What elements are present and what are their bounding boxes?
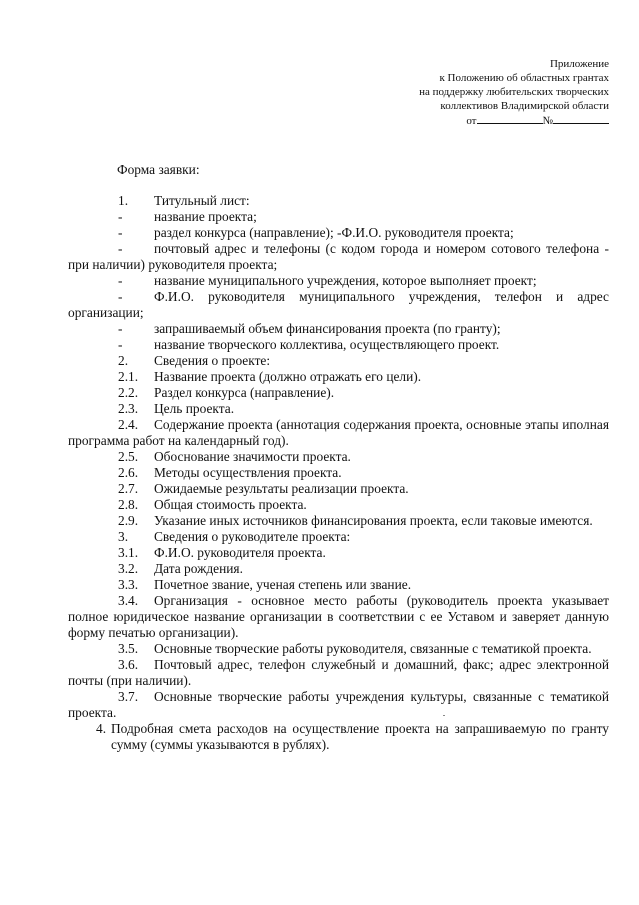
list-item [68,481,609,497]
form-title: Форма заявки: [117,162,200,177]
item-text: Почтовый адрес, телефон служебный и домашний, факс; адрес электронной почты (при наличии). [68,657,609,688]
item-marker: 2.9. [118,513,139,528]
list-item [68,545,609,561]
item-text: Ожидаемые результаты реализации проекта. [154,481,409,496]
item-marker: - [118,273,123,288]
item-marker: - [118,225,123,240]
item-marker: 3.7. [118,689,139,704]
item-text: Название проекта (должно отражать его цели). [154,369,422,384]
item-marker: 3. [118,529,129,544]
item-text: почтовый адрес и телефоны (с кодом города и номером сотового телефона - при наличии) руководителя проекта; [68,241,609,272]
item-text: Содержание проекта (аннотация содержания проекта, основные этапы иполная программа работ на календарный год). [68,417,609,448]
list-item [68,513,609,529]
header-line: на поддержку любительских творческих [419,86,609,98]
list-item [68,689,609,721]
item-marker: 2.4. [118,417,139,432]
list-item [68,321,609,337]
item-text: Титульный лист: [154,193,250,208]
item-text: Сведения о руководителе проекта: [154,529,351,544]
item-text: Основные творческие работы руководителя, связанные с тематикой проекта. [154,641,592,656]
final-list-item [68,721,609,753]
number-blank [553,113,609,124]
document-header [419,57,609,128]
item-marker: 2.1. [118,369,139,384]
list-item [68,401,609,417]
item-marker: 2.8. [118,497,139,512]
list-item [68,641,609,657]
list-item [68,289,609,321]
list-item [68,225,609,241]
item-marker: - [118,337,123,352]
item-text: название творческого коллектива, осуществляющего проект. [154,337,500,352]
list-item [68,561,609,577]
header-line: к Положению об областных грантах [439,72,609,84]
list-item [68,417,609,449]
item-marker: 2. [118,353,129,368]
list-item [68,273,609,289]
item-text: Ф.И.О. руководителя проекта. [154,545,326,560]
item-marker: 2.7. [118,481,139,496]
date-prefix: от [466,115,477,127]
item-text: Ф.И.О. руководителя муниципального учреждения, телефон и адрес организации; [68,289,609,320]
list-item [68,193,609,209]
list-item [68,449,609,465]
item-marker: 2.5. [118,449,139,464]
header-date-line [419,113,609,128]
item-marker: 4. [96,721,107,736]
item-marker: 3.2. [118,561,139,576]
item-text: раздел конкурса (направление); -Ф.И.О. руководителя проекта; [154,225,514,240]
item-text: Общая стоимость проекта. [154,497,307,512]
item-text: запрашиваемый объем финансирования проекта (по гранту); [154,321,501,336]
item-text: Методы осуществления проекта. [154,465,342,480]
item-marker: - [118,209,123,224]
item-text: название проекта; [154,209,257,224]
scan-speck [443,715,445,716]
list-item [68,577,609,593]
item-text: Дата рождения. [154,561,243,576]
item-text: Подробная смета расходов на осуществление проекта на запрашиваемую по гранту сумму (суммы указываются в рублях). [111,721,609,752]
item-marker: 2.3. [118,401,139,416]
item-marker: 2.6. [118,465,139,480]
list-item [68,209,609,225]
number-sign: № [542,115,553,127]
item-text: Обоснование значимости проекта. [154,449,351,464]
list-item [68,593,609,641]
item-marker: - [118,321,123,336]
list-item [68,529,609,545]
item-text: название муниципального учреждения, которое выполняет проект; [154,273,537,288]
item-text: Основные творческие работы учреждения культуры, связанные с тематикой проекта. [68,689,609,720]
list-item [68,657,609,689]
date-blank [477,113,543,124]
item-text: Указание иных источников финансирования проекта, если таковые имеются. [154,513,593,528]
header-line: Приложение [549,58,609,70]
item-marker: 3.5. [118,641,139,656]
item-text: Организация - основное место работы (руководитель проекта указывает полное юридическое название организации в соответствии с ее Уставом и заверяет данную форму печатью организации). [68,593,609,640]
item-marker: - [118,289,123,304]
list-item [68,353,609,369]
item-text: Цель проекта. [154,401,235,416]
list-item [68,385,609,401]
item-text: Раздел конкурса (направление). [154,385,335,400]
item-marker: 3.1. [118,545,139,560]
list-item [68,465,609,481]
list-item [68,369,609,385]
item-text: Почетное звание, ученая степень или звание. [154,577,412,592]
application-items [68,193,609,753]
list-item [68,241,609,273]
item-marker: 3.6. [118,657,139,672]
item-marker: 3.3. [118,577,139,592]
item-text: Сведения о проекте: [154,353,271,368]
header-line: коллективов Владимирской области [440,100,609,112]
list-item [68,337,609,353]
item-marker: 3.4. [118,593,139,608]
list-item [68,497,609,513]
item-marker: 2.2. [118,385,139,400]
item-marker: - [118,241,123,256]
item-marker: 1. [118,193,129,208]
